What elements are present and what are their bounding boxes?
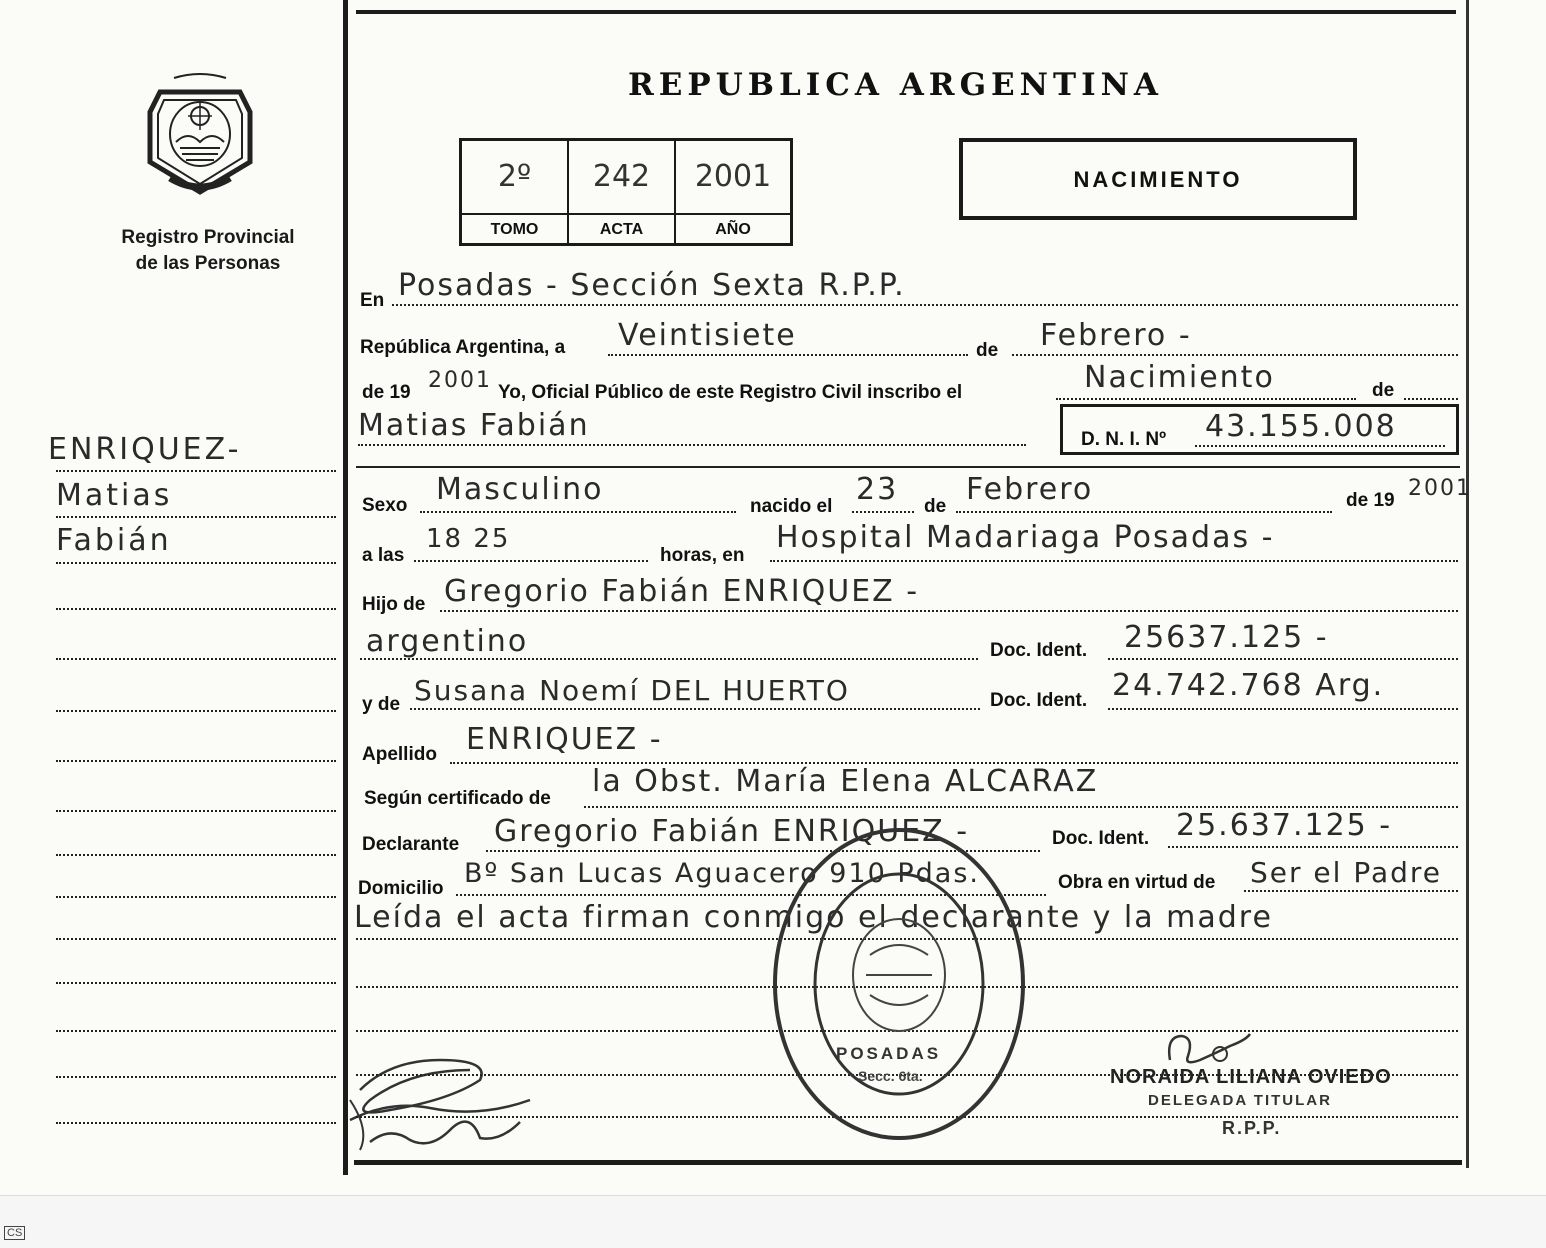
nacido-label: nacido el — [750, 496, 833, 517]
hijo-label: Hijo de — [362, 594, 426, 615]
acta-value: 242 — [592, 159, 651, 194]
en-label: En — [360, 290, 385, 311]
bottom-rule — [354, 1160, 1462, 1165]
scan-footer — [0, 1195, 1546, 1248]
de-label-2: de — [1372, 380, 1395, 401]
acta-label: ACTA — [569, 213, 674, 245]
birth-place: Hospital Madariaga Posadas - — [776, 520, 1275, 555]
ano-value: 2001 — [694, 159, 772, 194]
tomo-label: TOMO — [462, 213, 567, 245]
registry-name-line1: Registro Provincial — [121, 227, 295, 248]
birth-day: 23 — [856, 472, 899, 507]
margin-line — [56, 1076, 336, 1078]
country-title: REPUBLICA ARGENTINA — [628, 67, 1163, 103]
official-seal-icon — [770, 825, 1028, 1143]
sexo-line — [420, 511, 736, 513]
child-name: Matias Fabián — [358, 408, 590, 443]
declarante-label: Declarante — [362, 834, 460, 855]
obra-label: Obra en virtud de — [1058, 872, 1216, 893]
seal-section: Secc. 6ta. — [858, 1068, 923, 1084]
misiones-coat-of-arms-icon — [140, 72, 260, 197]
document-type-box: NACIMIENTO — [959, 138, 1357, 220]
en-line — [392, 304, 1458, 306]
obra-value: Ser el Padre — [1250, 856, 1442, 889]
margin-line — [56, 760, 336, 762]
dni-line — [1195, 445, 1445, 447]
left-margin-panel — [0, 0, 344, 1195]
margin-surname: ENRIQUEZ- — [48, 432, 242, 467]
dni-value: 43.155.008 — [1205, 409, 1397, 444]
section-separator — [356, 466, 1460, 468]
registry-name — [92, 225, 324, 277]
de-label-3: de — [924, 496, 947, 517]
top-rule — [356, 10, 1456, 14]
dni-label: D. N. I. Nº — [1081, 429, 1167, 450]
de19-label: de 19 — [362, 382, 411, 403]
doc-ident-label-mother: Doc. Ident. — [990, 690, 1088, 711]
registry-name-line2: de las Personas — [135, 253, 281, 274]
month-value: Febrero - — [1040, 318, 1192, 353]
birth-year: 2001 — [1408, 476, 1472, 501]
sexo-label: Sexo — [362, 495, 408, 516]
record-number-table — [459, 138, 793, 246]
tomo-value: 2º — [497, 159, 532, 194]
right-edge — [1466, 0, 1469, 1168]
horas-label: horas, en — [660, 545, 745, 566]
act-line-end — [1404, 398, 1458, 400]
mother-name-line — [410, 708, 980, 710]
margin-line — [56, 938, 336, 940]
vertical-divider — [343, 0, 348, 1175]
day-value: Veintisiete — [618, 318, 797, 353]
declarant-signature-icon — [330, 1030, 550, 1160]
seal-city: POSADAS — [836, 1044, 942, 1063]
acta-cell — [569, 141, 676, 243]
alas-label: a las — [362, 545, 405, 566]
father-nationality: argentino — [366, 624, 529, 659]
birth-time: 18 25 — [426, 524, 511, 554]
father-doc-line — [1108, 658, 1458, 660]
margin-first-name: Matias — [56, 478, 173, 513]
declarante-value: Gregorio Fabián ENRIQUEZ - — [494, 814, 970, 849]
father-name-line — [440, 610, 1458, 612]
birth-time-line — [414, 560, 648, 562]
act-line — [1056, 398, 1356, 400]
birth-month: Febrero — [966, 472, 1094, 507]
margin-line — [56, 854, 336, 856]
child-name-line — [358, 444, 1026, 446]
margin-line — [56, 896, 336, 898]
month-line — [1012, 354, 1458, 356]
yo-label: Yo, Oficial Público de este Registro Civil inscribo el — [498, 382, 963, 403]
yde-label: y de — [362, 694, 401, 715]
ano-label: AÑO — [676, 213, 790, 245]
ano-cell — [676, 141, 790, 243]
segun-label: Según certificado de — [364, 788, 551, 809]
apellido-value: ENRIQUEZ - — [466, 722, 663, 757]
margin-line — [56, 658, 336, 660]
officer-office: R.P.P. — [1222, 1118, 1282, 1138]
margin-line — [56, 516, 336, 518]
year-value: 2001 — [428, 368, 492, 393]
domicilio-value: Bº San Lucas Aguacero 910 Pdas. — [464, 858, 980, 889]
dni-box — [1060, 404, 1459, 455]
margin-middle-name: Fabián — [56, 523, 172, 558]
father-doc: 25637.125 - — [1124, 620, 1329, 655]
margin-line — [56, 810, 336, 812]
mother-doc-line — [1108, 708, 1458, 710]
margin-line — [56, 982, 336, 984]
birth-month-line — [956, 511, 1332, 513]
margin-line — [56, 562, 336, 564]
birth-place-line — [770, 560, 1458, 562]
margin-line — [56, 1122, 336, 1124]
declarante-doc-line — [1168, 846, 1458, 848]
republica-label: República Argentina, a — [360, 337, 566, 358]
mother-name: Susana Noemí DEL HUERTO — [414, 674, 850, 707]
en-value: Posadas - Sección Sexta R.P.P. — [398, 268, 906, 303]
de-label: de — [976, 340, 999, 361]
tomo-cell — [462, 141, 569, 243]
obra-line — [1244, 890, 1458, 892]
day-line — [608, 354, 968, 356]
apellido-label: Apellido — [362, 744, 437, 765]
doc-ident-label-father: Doc. Ident. — [990, 640, 1088, 661]
officer-role: DELEGADA TITULAR — [1148, 1092, 1332, 1109]
officer-name: NORAIDA LILIANA OVIEDO — [1110, 1066, 1392, 1088]
leida-statement: Leída el acta firman conmigo el declarante y la madre — [354, 900, 1273, 935]
margin-line — [56, 608, 336, 610]
margin-line — [56, 710, 336, 712]
mother-doc: 24.742.768 Arg. — [1112, 668, 1385, 703]
declarante-doc: 25.637.125 - — [1176, 808, 1393, 843]
de19-label-2: de 19 — [1346, 490, 1395, 511]
domicilio-label: Domicilio — [358, 878, 444, 899]
sexo-value: Masculino — [436, 472, 604, 507]
scanner-badge: CS — [4, 1226, 25, 1240]
father-name: Gregorio Fabián ENRIQUEZ - — [444, 574, 920, 609]
segun-value: la Obst. María Elena ALCARAZ — [592, 764, 1099, 799]
father-nationality-line — [360, 658, 978, 660]
act-value: Nacimiento — [1084, 360, 1275, 395]
birth-day-line — [852, 511, 914, 513]
doc-ident-label-declarante: Doc. Ident. — [1052, 828, 1150, 849]
margin-line — [56, 470, 336, 472]
margin-line — [56, 1030, 336, 1032]
